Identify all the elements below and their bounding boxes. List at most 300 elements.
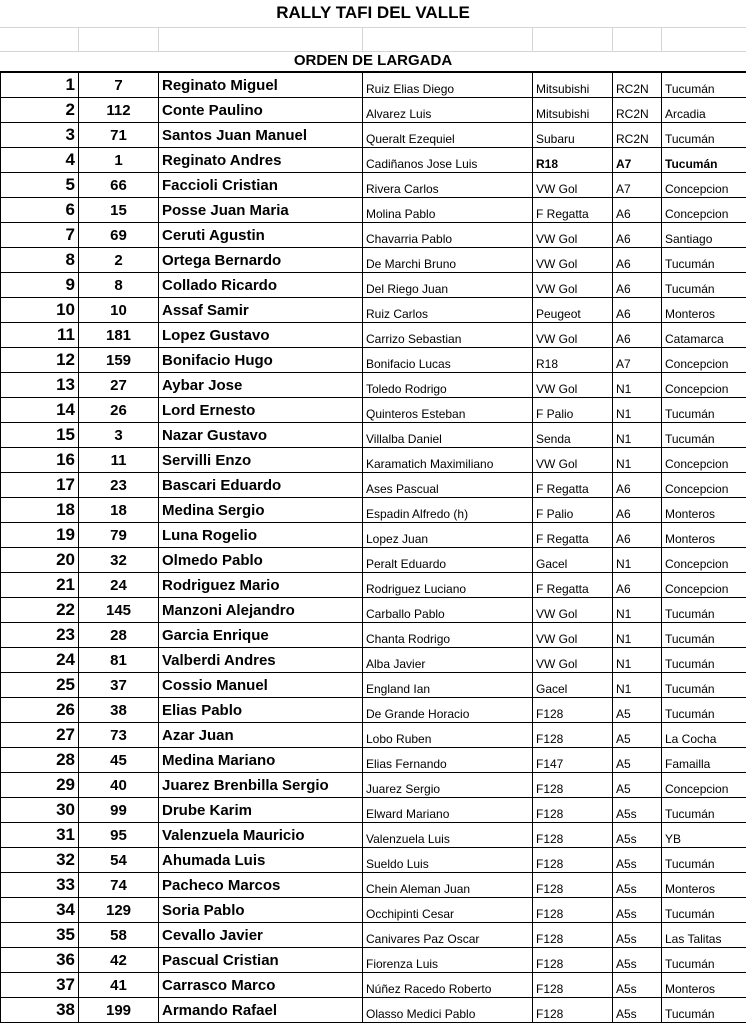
table-row (1, 398, 746, 423)
driver-cell[interactable]: Armando Rafael (159, 998, 363, 1023)
car-number-cell[interactable]: 66 (79, 173, 159, 198)
class-cell[interactable]: A6 (613, 323, 662, 348)
car-number-cell[interactable]: 24 (79, 573, 159, 598)
class-cell[interactable]: N1 (613, 598, 662, 623)
co-driver-cell[interactable]: Canivares Paz Oscar (363, 923, 533, 948)
table-row (1, 948, 746, 973)
car-number-cell[interactable]: 1 (79, 148, 159, 173)
car-number-cell[interactable]: 11 (79, 448, 159, 473)
car-number-cell[interactable]: 27 (79, 373, 159, 398)
co-driver-cell[interactable]: Rivera Carlos (363, 173, 533, 198)
co-driver-cell[interactable]: Quinteros Esteban (363, 398, 533, 423)
driver-cell[interactable]: Assaf Samir (159, 298, 363, 323)
driver-cell[interactable]: Conte Paulino (159, 98, 363, 123)
start-position-cell[interactable]: 32 (1, 848, 79, 873)
class-cell[interactable]: A5s (613, 898, 662, 923)
driver-cell[interactable]: Cossio Manuel (159, 673, 363, 698)
co-driver-cell[interactable]: Chavarria Pablo (363, 223, 533, 248)
table-row (1, 473, 746, 498)
table-row (1, 698, 746, 723)
driver-cell[interactable]: Soria Pablo (159, 898, 363, 923)
driver-cell[interactable]: Medina Sergio (159, 498, 363, 523)
car-number-cell[interactable]: 2 (79, 248, 159, 273)
start-position-cell[interactable]: 28 (1, 748, 79, 773)
driver-cell[interactable]: Ortega Bernardo (159, 248, 363, 273)
city-cell[interactable]: Tucumán (662, 148, 746, 173)
class-cell[interactable]: N1 (613, 648, 662, 673)
class-cell[interactable]: A6 (613, 298, 662, 323)
car-number-cell[interactable]: 54 (79, 848, 159, 873)
car-number-cell[interactable]: 129 (79, 898, 159, 923)
car-model-cell[interactable]: VW Gol (533, 448, 613, 473)
start-position-cell[interactable]: 15 (1, 423, 79, 448)
car-model-cell[interactable]: F128 (533, 823, 613, 848)
car-model-cell[interactable]: Subaru (533, 123, 613, 148)
start-position-cell[interactable]: 10 (1, 298, 79, 323)
car-number-cell[interactable]: 41 (79, 973, 159, 998)
car-model-cell[interactable]: Gacel (533, 548, 613, 573)
car-number-cell[interactable]: 95 (79, 823, 159, 848)
table-row (1, 898, 746, 923)
class-cell[interactable]: N1 (613, 623, 662, 648)
co-driver-cell[interactable]: Rodriguez Luciano (363, 573, 533, 598)
start-position-cell[interactable]: 14 (1, 398, 79, 423)
co-driver-cell[interactable]: Peralt Eduardo (363, 548, 533, 573)
class-cell[interactable]: A5s (613, 848, 662, 873)
class-cell[interactable]: A6 (613, 248, 662, 273)
start-position-cell[interactable]: 22 (1, 598, 79, 623)
city-cell[interactable]: Concepcion (662, 373, 746, 398)
city-cell[interactable]: Tucumán (662, 273, 746, 298)
car-number-cell[interactable]: 37 (79, 673, 159, 698)
city-cell[interactable]: Tucumán (662, 898, 746, 923)
car-model-cell[interactable]: F128 (533, 923, 613, 948)
car-number-cell[interactable]: 7 (79, 73, 159, 98)
driver-cell[interactable]: Reginato Miguel (159, 73, 363, 98)
city-cell[interactable]: Concepcion (662, 548, 746, 573)
co-driver-cell[interactable]: Juarez Sergio (363, 773, 533, 798)
car-number-cell[interactable]: 28 (79, 623, 159, 648)
city-cell[interactable]: Tucumán (662, 998, 746, 1023)
car-number-cell[interactable]: 81 (79, 648, 159, 673)
driver-cell[interactable]: Collado Ricardo (159, 273, 363, 298)
driver-cell[interactable]: Drube Karim (159, 798, 363, 823)
co-driver-cell[interactable]: Ruiz Carlos (363, 298, 533, 323)
co-driver-cell[interactable]: Ruiz Elias Diego (363, 73, 533, 98)
city-cell[interactable]: Concepcion (662, 473, 746, 498)
car-number-cell[interactable]: 10 (79, 298, 159, 323)
co-driver-cell[interactable]: Bonifacio Lucas (363, 348, 533, 373)
start-position-cell[interactable]: 6 (1, 198, 79, 223)
city-cell[interactable]: Tucumán (662, 598, 746, 623)
start-position-cell[interactable]: 3 (1, 123, 79, 148)
driver-cell[interactable]: Bascari Eduardo (159, 473, 363, 498)
driver-cell[interactable]: Posse Juan Maria (159, 198, 363, 223)
car-number-cell[interactable]: 58 (79, 923, 159, 948)
table-row (1, 223, 746, 248)
car-model-cell[interactable]: F Regatta (533, 198, 613, 223)
class-cell[interactable]: A6 (613, 573, 662, 598)
start-position-cell[interactable]: 7 (1, 223, 79, 248)
driver-cell[interactable]: Garcia Enrique (159, 623, 363, 648)
driver-cell[interactable]: Lopez Gustavo (159, 323, 363, 348)
car-number-cell[interactable]: 199 (79, 998, 159, 1023)
co-driver-cell[interactable]: Villalba Daniel (363, 423, 533, 448)
driver-cell[interactable]: Juarez Brenbilla Sergio (159, 773, 363, 798)
class-cell[interactable]: RC2N (613, 98, 662, 123)
driver-cell[interactable]: Azar Juan (159, 723, 363, 748)
table-row (1, 323, 746, 348)
class-cell[interactable]: A5s (613, 798, 662, 823)
car-number-cell[interactable]: 112 (79, 98, 159, 123)
table-row (1, 748, 746, 773)
start-position-cell[interactable]: 31 (1, 823, 79, 848)
car-number-cell[interactable]: 8 (79, 273, 159, 298)
table-row (1, 598, 746, 623)
start-order-table (0, 72, 746, 1023)
class-cell[interactable]: A6 (613, 223, 662, 248)
co-driver-cell[interactable]: Queralt Ezequiel (363, 123, 533, 148)
car-model-cell[interactable]: F128 (533, 898, 613, 923)
driver-cell[interactable]: Luna Rogelio (159, 523, 363, 548)
city-cell[interactable]: Tucumán (662, 623, 746, 648)
start-position-cell[interactable]: 29 (1, 773, 79, 798)
co-driver-cell[interactable]: Chein Aleman Juan (363, 873, 533, 898)
start-position-cell[interactable]: 2 (1, 98, 79, 123)
car-model-cell[interactable]: F128 (533, 773, 613, 798)
car-number-cell[interactable]: 69 (79, 223, 159, 248)
driver-cell[interactable]: Rodriguez Mario (159, 573, 363, 598)
table-row (1, 198, 746, 223)
class-cell[interactable]: A5s (613, 948, 662, 973)
co-driver-cell[interactable]: Elward Mariano (363, 798, 533, 823)
start-position-cell[interactable]: 27 (1, 723, 79, 748)
class-cell[interactable]: A5s (613, 923, 662, 948)
car-model-cell[interactable]: F147 (533, 748, 613, 773)
city-cell[interactable]: Tucumán (662, 698, 746, 723)
car-number-cell[interactable]: 99 (79, 798, 159, 823)
co-driver-cell[interactable]: Alvarez Luis (363, 98, 533, 123)
driver-cell[interactable]: Bonifacio Hugo (159, 348, 363, 373)
car-model-cell[interactable]: F128 (533, 798, 613, 823)
driver-cell[interactable]: Elias Pablo (159, 698, 363, 723)
driver-cell[interactable]: Faccioli Cristian (159, 173, 363, 198)
city-cell[interactable]: Tucumán (662, 648, 746, 673)
start-position-cell[interactable]: 35 (1, 923, 79, 948)
table-row (1, 823, 746, 848)
car-number-cell[interactable]: 23 (79, 473, 159, 498)
car-model-cell[interactable]: VW Gol (533, 248, 613, 273)
co-driver-cell[interactable]: Alba Javier (363, 648, 533, 673)
car-number-cell[interactable]: 32 (79, 548, 159, 573)
class-cell[interactable]: N1 (613, 423, 662, 448)
city-cell[interactable]: Monteros (662, 523, 746, 548)
car-model-cell[interactable]: F Palio (533, 498, 613, 523)
class-cell[interactable]: N1 (613, 373, 662, 398)
car-model-cell[interactable]: Mitsubishi (533, 98, 613, 123)
subtitle-row (0, 51, 746, 72)
table-row (1, 723, 746, 748)
car-model-cell[interactable]: VW Gol (533, 323, 613, 348)
car-model-cell[interactable]: R18 (533, 348, 613, 373)
start-position-cell[interactable]: 33 (1, 873, 79, 898)
table-row (1, 148, 746, 173)
co-driver-cell[interactable]: Espadin Alfredo (h) (363, 498, 533, 523)
city-cell[interactable]: Arcadia (662, 98, 746, 123)
driver-cell[interactable]: Servilli Enzo (159, 448, 363, 473)
co-driver-cell[interactable]: England Ian (363, 673, 533, 698)
start-position-cell[interactable]: 8 (1, 248, 79, 273)
class-cell[interactable]: A7 (613, 348, 662, 373)
city-cell[interactable]: Famailla (662, 748, 746, 773)
city-cell[interactable]: Tucumán (662, 423, 746, 448)
start-position-cell[interactable]: 11 (1, 323, 79, 348)
co-driver-cell[interactable]: Lobo Ruben (363, 723, 533, 748)
start-position-cell[interactable]: 17 (1, 473, 79, 498)
co-driver-cell[interactable]: Carrizo Sebastian (363, 323, 533, 348)
driver-cell[interactable]: Manzoni Alejandro (159, 598, 363, 623)
class-cell[interactable]: A5s (613, 823, 662, 848)
car-number-cell[interactable]: 18 (79, 498, 159, 523)
car-model-cell[interactable]: F Regatta (533, 473, 613, 498)
start-position-cell[interactable]: 30 (1, 798, 79, 823)
sheet-subtitle: ORDEN DE LARGADA (0, 52, 746, 69)
co-driver-cell[interactable]: Sueldo Luis (363, 848, 533, 873)
car-number-cell[interactable]: 3 (79, 423, 159, 448)
car-model-cell[interactable]: F Regatta (533, 523, 613, 548)
class-cell[interactable]: A5 (613, 748, 662, 773)
car-model-cell[interactable]: F Regatta (533, 573, 613, 598)
driver-cell[interactable]: Valenzuela Mauricio (159, 823, 363, 848)
city-cell[interactable]: Tucumán (662, 673, 746, 698)
driver-cell[interactable]: Medina Mariano (159, 748, 363, 773)
city-cell[interactable]: Las Talitas (662, 923, 746, 948)
car-model-cell[interactable]: VW Gol (533, 223, 613, 248)
car-number-cell[interactable]: 26 (79, 398, 159, 423)
class-cell[interactable]: N1 (613, 673, 662, 698)
car-model-cell[interactable]: VW Gol (533, 623, 613, 648)
co-driver-cell[interactable]: Carballo Pablo (363, 598, 533, 623)
car-model-cell[interactable]: Senda (533, 423, 613, 448)
city-cell[interactable]: Tucumán (662, 398, 746, 423)
table-row (1, 798, 746, 823)
class-cell[interactable]: A7 (613, 173, 662, 198)
co-driver-cell[interactable]: Molina Pablo (363, 198, 533, 223)
driver-cell[interactable]: Olmedo Pablo (159, 548, 363, 573)
table-row (1, 973, 746, 998)
class-cell[interactable]: A5s (613, 998, 662, 1023)
car-model-cell[interactable]: VW Gol (533, 648, 613, 673)
car-model-cell[interactable]: Mitsubishi (533, 73, 613, 98)
driver-cell[interactable]: Valberdi Andres (159, 648, 363, 673)
city-cell[interactable]: Santiago (662, 223, 746, 248)
class-cell[interactable]: RC2N (613, 123, 662, 148)
start-position-cell[interactable]: 24 (1, 648, 79, 673)
table-row (1, 448, 746, 473)
start-position-cell[interactable]: 23 (1, 623, 79, 648)
class-cell[interactable]: A5 (613, 723, 662, 748)
title-row (0, 0, 746, 28)
city-cell[interactable]: Tucumán (662, 948, 746, 973)
car-model-cell[interactable]: VW Gol (533, 173, 613, 198)
city-cell[interactable]: Catamarca (662, 323, 746, 348)
car-number-cell[interactable]: 15 (79, 198, 159, 223)
start-position-cell[interactable]: 34 (1, 898, 79, 923)
car-model-cell[interactable]: VW Gol (533, 598, 613, 623)
car-number-cell[interactable]: 38 (79, 698, 159, 723)
table-row (1, 623, 746, 648)
car-number-cell[interactable]: 73 (79, 723, 159, 748)
driver-cell[interactable]: Reginato Andres (159, 148, 363, 173)
car-model-cell[interactable]: F128 (533, 948, 613, 973)
car-number-cell[interactable]: 40 (79, 773, 159, 798)
car-model-cell[interactable]: VW Gol (533, 273, 613, 298)
driver-cell[interactable]: Cevallo Javier (159, 923, 363, 948)
co-driver-cell[interactable]: Karamatich Maximiliano (363, 448, 533, 473)
city-cell[interactable]: Monteros (662, 498, 746, 523)
table-row (1, 173, 746, 198)
city-cell[interactable]: YB (662, 823, 746, 848)
co-driver-cell[interactable]: Valenzuela Luis (363, 823, 533, 848)
driver-cell[interactable]: Carrasco Marco (159, 973, 363, 998)
class-cell[interactable]: RC2N (613, 73, 662, 98)
car-number-cell[interactable]: 45 (79, 748, 159, 773)
class-cell[interactable]: A5 (613, 773, 662, 798)
start-position-cell[interactable]: 13 (1, 373, 79, 398)
city-cell[interactable]: Tucumán (662, 123, 746, 148)
city-cell[interactable]: Concepcion (662, 773, 746, 798)
car-number-cell[interactable]: 74 (79, 873, 159, 898)
table-row (1, 848, 746, 873)
car-model-cell[interactable]: F128 (533, 698, 613, 723)
co-driver-cell[interactable]: Elias Fernando (363, 748, 533, 773)
start-position-cell[interactable]: 1 (1, 73, 79, 98)
car-number-cell[interactable]: 79 (79, 523, 159, 548)
car-number-cell[interactable]: 42 (79, 948, 159, 973)
class-cell[interactable]: N1 (613, 448, 662, 473)
driver-cell[interactable]: Ceruti Agustin (159, 223, 363, 248)
start-position-cell[interactable]: 25 (1, 673, 79, 698)
car-number-cell[interactable]: 181 (79, 323, 159, 348)
class-cell[interactable]: A5 (613, 698, 662, 723)
car-model-cell[interactable]: F Palio (533, 398, 613, 423)
class-cell[interactable]: N1 (613, 548, 662, 573)
city-cell[interactable]: Tucumán (662, 798, 746, 823)
driver-cell[interactable]: Aybar Jose (159, 373, 363, 398)
table-row (1, 523, 746, 548)
car-number-cell[interactable]: 145 (79, 598, 159, 623)
driver-cell[interactable]: Ahumada Luis (159, 848, 363, 873)
car-model-cell[interactable]: F128 (533, 723, 613, 748)
city-cell[interactable]: Monteros (662, 873, 746, 898)
co-driver-cell[interactable]: Chanta Rodrigo (363, 623, 533, 648)
car-model-cell[interactable]: VW Gol (533, 373, 613, 398)
driver-cell[interactable]: Santos Juan Manuel (159, 123, 363, 148)
car-model-cell[interactable]: F128 (533, 973, 613, 998)
table-row (1, 298, 746, 323)
city-cell[interactable]: Concepcion (662, 348, 746, 373)
table-row (1, 423, 746, 448)
co-driver-cell[interactable]: Olasso Medici Pablo (363, 998, 533, 1023)
class-cell[interactable]: A6 (613, 273, 662, 298)
driver-cell[interactable]: Lord Ernesto (159, 398, 363, 423)
class-cell[interactable]: A5s (613, 873, 662, 898)
table-row (1, 373, 746, 398)
city-cell[interactable]: Tucumán (662, 848, 746, 873)
class-cell[interactable]: N1 (613, 398, 662, 423)
table-row (1, 648, 746, 673)
co-driver-cell[interactable]: Cadiñanos Jose Luis (363, 148, 533, 173)
co-driver-cell[interactable]: Ases Pascual (363, 473, 533, 498)
city-cell[interactable]: Concepcion (662, 198, 746, 223)
table-row (1, 673, 746, 698)
table-row (1, 348, 746, 373)
co-driver-cell[interactable]: Fiorenza Luis (363, 948, 533, 973)
co-driver-cell[interactable]: Occhipinti Cesar (363, 898, 533, 923)
car-model-cell[interactable]: R18 (533, 148, 613, 173)
co-driver-cell[interactable]: Lopez Juan (363, 523, 533, 548)
city-cell[interactable]: Monteros (662, 298, 746, 323)
city-cell[interactable]: Concepcion (662, 173, 746, 198)
start-position-cell[interactable]: 36 (1, 948, 79, 973)
table-row (1, 548, 746, 573)
class-cell[interactable]: A6 (613, 523, 662, 548)
start-position-cell[interactable]: 18 (1, 498, 79, 523)
table-row (1, 773, 746, 798)
co-driver-cell[interactable]: Núñez Racedo Roberto (363, 973, 533, 998)
start-position-cell[interactable]: 38 (1, 998, 79, 1023)
start-position-cell[interactable]: 20 (1, 548, 79, 573)
car-model-cell[interactable]: F128 (533, 873, 613, 898)
car-number-cell[interactable]: 159 (79, 348, 159, 373)
co-driver-cell[interactable]: Del Riego Juan (363, 273, 533, 298)
class-cell[interactable]: A6 (613, 498, 662, 523)
start-position-cell[interactable]: 9 (1, 273, 79, 298)
table-row (1, 573, 746, 598)
car-model-cell[interactable]: F128 (533, 998, 613, 1023)
city-cell[interactable]: Tucumán (662, 248, 746, 273)
start-position-cell[interactable]: 4 (1, 148, 79, 173)
class-cell[interactable]: A6 (613, 198, 662, 223)
car-number-cell[interactable]: 71 (79, 123, 159, 148)
start-position-cell[interactable]: 21 (1, 573, 79, 598)
driver-cell[interactable]: Pacheco Marcos (159, 873, 363, 898)
driver-cell[interactable]: Nazar Gustavo (159, 423, 363, 448)
class-cell[interactable]: A6 (613, 473, 662, 498)
co-driver-cell[interactable]: De Grande Horacio (363, 698, 533, 723)
start-position-cell[interactable]: 37 (1, 973, 79, 998)
start-position-cell[interactable]: 12 (1, 348, 79, 373)
city-cell[interactable]: Tucumán (662, 73, 746, 98)
city-cell[interactable]: La Cocha (662, 723, 746, 748)
class-cell[interactable]: A5s (613, 973, 662, 998)
car-model-cell[interactable]: F128 (533, 848, 613, 873)
class-cell[interactable]: A7 (613, 148, 662, 173)
co-driver-cell[interactable]: De Marchi Bruno (363, 248, 533, 273)
start-position-cell[interactable]: 26 (1, 698, 79, 723)
table-row (1, 98, 746, 123)
co-driver-cell[interactable]: Toledo Rodrigo (363, 373, 533, 398)
start-position-cell[interactable]: 16 (1, 448, 79, 473)
car-model-cell[interactable]: Peugeot (533, 298, 613, 323)
city-cell[interactable]: Monteros (662, 973, 746, 998)
city-cell[interactable]: Concepcion (662, 448, 746, 473)
start-position-cell[interactable]: 19 (1, 523, 79, 548)
start-position-cell[interactable]: 5 (1, 173, 79, 198)
city-cell[interactable]: Concepcion (662, 573, 746, 598)
driver-cell[interactable]: Pascual Cristian (159, 948, 363, 973)
car-model-cell[interactable]: Gacel (533, 673, 613, 698)
